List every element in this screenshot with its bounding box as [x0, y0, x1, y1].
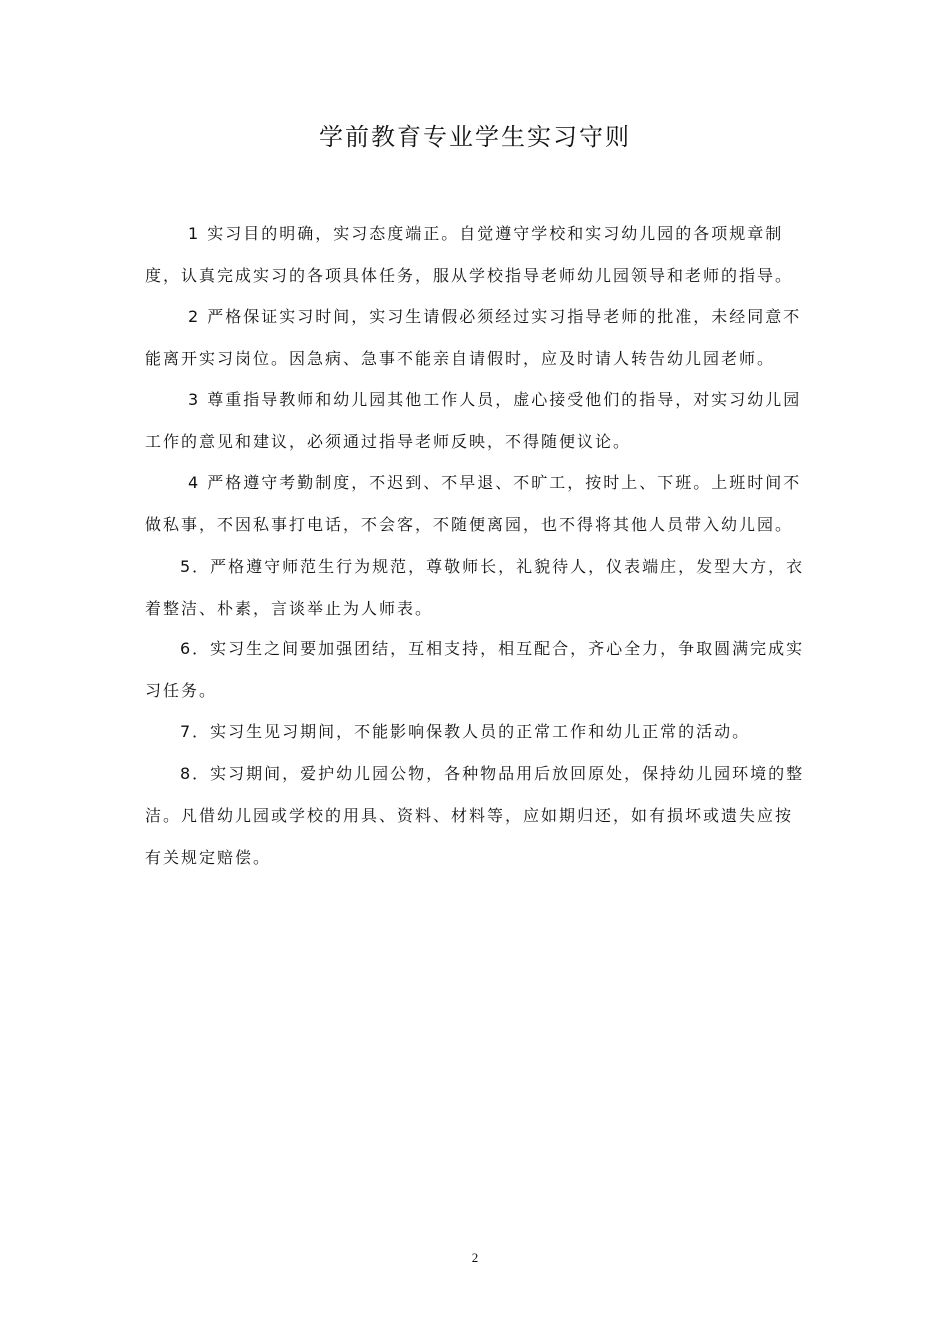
rule-8-line-1: 8．实习期间，爱护幼儿园公物，各种物品用后放回原处，保持幼儿园环境的整: [180, 764, 805, 783]
rule-8-line-3: 有关规定赔偿。: [145, 848, 272, 867]
rule-3-line-1: 3 尊重指导教师和幼儿园其他工作人员，虚心接受他们的指导，对实习幼儿园: [188, 390, 802, 409]
rule-6-line-1: 6．实习生之间要加强团结，互相支持，相互配合，齐心全力，争取圆满完成实: [180, 639, 805, 658]
rule-1-line-2: 度，认真完成实习的各项具体任务，服从学校指导老师幼儿园领导和老师的指导。: [145, 266, 794, 285]
rule-1-line-1: 1 实习目的明确，实习态度端正。自觉遵守学校和实习幼儿园的各项规章制: [188, 224, 784, 243]
rule-6-line-2: 习任务。: [145, 681, 218, 700]
page-number: 2: [471, 1250, 479, 1265]
rule-5-line-2: 着整洁、朴素，言谈举止为人师表。: [145, 599, 434, 618]
document-title: 学前教育专业学生实习守则: [319, 123, 631, 151]
rule-3-line-2: 工作的意见和建议，必须通过指导老师反映，不得随便议论。: [145, 432, 632, 451]
rule-4-line-1: 4 严格遵守考勤制度，不迟到、不早退、不旷工，按时上、下班。上班时间不: [188, 473, 802, 492]
rule-8-line-2: 洁。凡借幼儿园或学校的用具、资料、材料等，应如期归还，如有损坏或遗失应按: [145, 806, 794, 825]
rule-2-line-2: 能离开实习岗位。因急病、急事不能亲自请假时，应及时请人转告幼儿园老师。: [145, 349, 776, 368]
rule-4-line-2: 做私事，不因私事打电话，不会客，不随便离园，也不得将其他人员带入幼儿园。: [145, 515, 794, 534]
rule-5-line-1: 5．严格遵守师范生行为规范，尊敬师长，礼貌待人，仪表端庄，发型大方，衣: [180, 557, 805, 576]
rule-2-line-1: 2 严格保证实习时间，实习生请假必须经过实习指导老师的批准，未经同意不: [188, 307, 802, 326]
rule-7-line-1: 7．实习生见习期间，不能影响保教人员的正常工作和幼儿正常的活动。: [180, 722, 751, 741]
